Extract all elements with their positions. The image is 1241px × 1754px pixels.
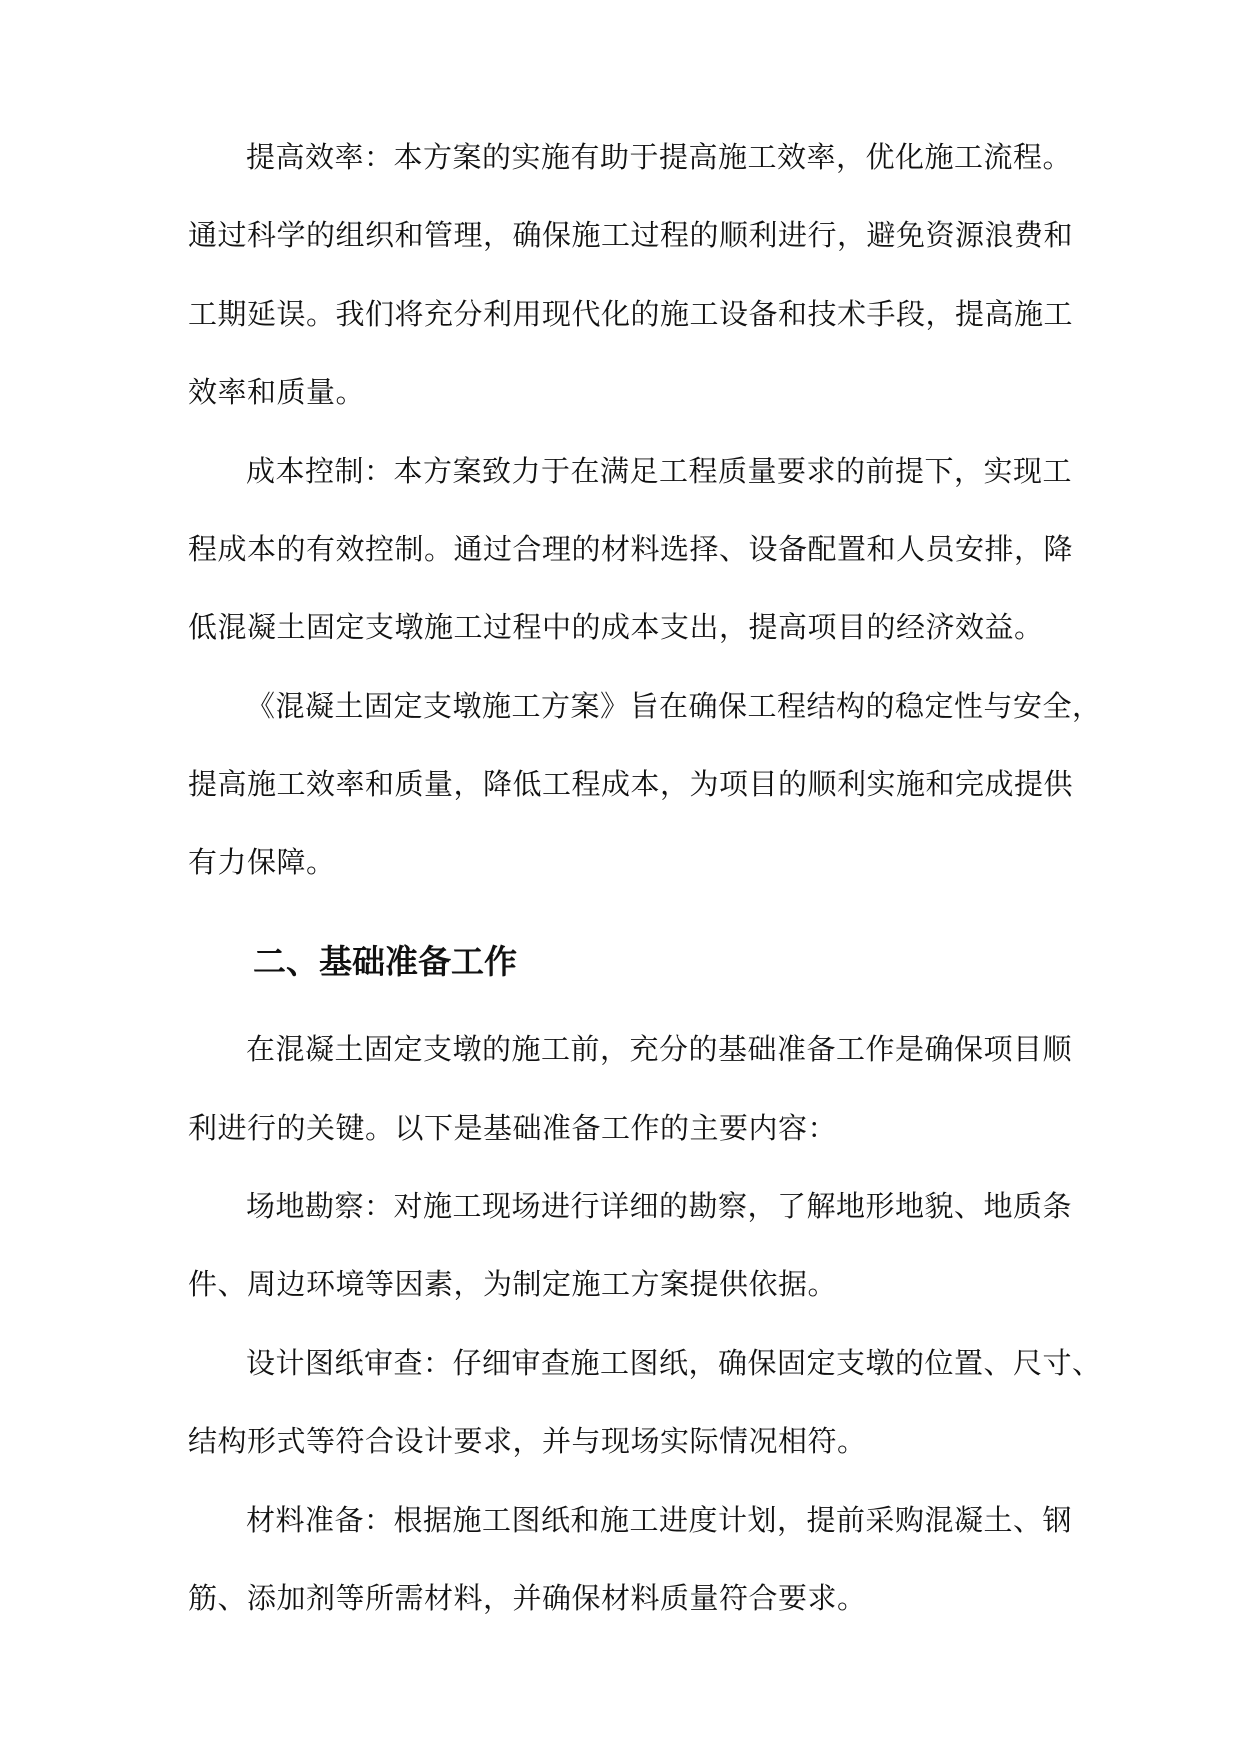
paragraph-line: 工期延误。我们将充分利用现代化的施工设备和技术手段，提高施工 — [188, 297, 1074, 331]
paragraph-line: 低混凝土固定支墩施工过程中的成本支出，提高项目的经济效益。 — [188, 610, 1044, 644]
paragraph-line: 在混凝土固定支墩的施工前，充分的基础准备工作是确保项目顺 — [246, 1032, 1073, 1066]
paragraph-line: 件、周边环境等因素，为制定施工方案提供依据。 — [188, 1267, 838, 1301]
paragraph-line: 材料准备：根据施工图纸和施工进度计划，提前采购混凝土、钢 — [246, 1503, 1073, 1537]
paragraph-line: 结构形式等符合设计要求，并与现场实际情况相符。 — [188, 1424, 867, 1458]
paragraph-line: 效率和质量。 — [188, 375, 366, 409]
paragraph-line: 提高施工效率和质量，降低工程成本，为项目的顺利实施和完成提供 — [188, 767, 1074, 801]
paragraph-line: 有力保障。 — [188, 845, 336, 879]
paragraph-line: 利进行的关键。以下是基础准备工作的主要内容： — [188, 1111, 838, 1145]
paragraph-line: 成本控制：本方案致力于在满足工程质量要求的前提下，实现工 — [246, 454, 1073, 488]
paragraph-line: 设计图纸审查：仔细审查施工图纸，确保固定支墩的位置、尺寸、 — [246, 1346, 1102, 1380]
section-heading: 二、基础准备工作 — [253, 942, 517, 981]
paragraph-line: 通过科学的组织和管理，确保施工过程的顺利进行，避免资源浪费和 — [188, 218, 1074, 252]
paragraph-line: 提高效率：本方案的实施有助于提高施工效率，优化施工流程。 — [246, 140, 1073, 174]
paragraph-line: 筋、添加剂等所需材料，并确保材料质量符合要求。 — [188, 1581, 867, 1615]
paragraph-line: 程成本的有效控制。通过合理的材料选择、设备配置和人员安排，降 — [188, 532, 1074, 566]
paragraph-line: 《混凝土固定支墩施工方案》旨在确保工程结构的稳定性与安全， — [246, 689, 1102, 723]
paragraph-line: 场地勘察：对施工现场进行详细的勘察，了解地形地貌、地质条 — [246, 1189, 1073, 1223]
